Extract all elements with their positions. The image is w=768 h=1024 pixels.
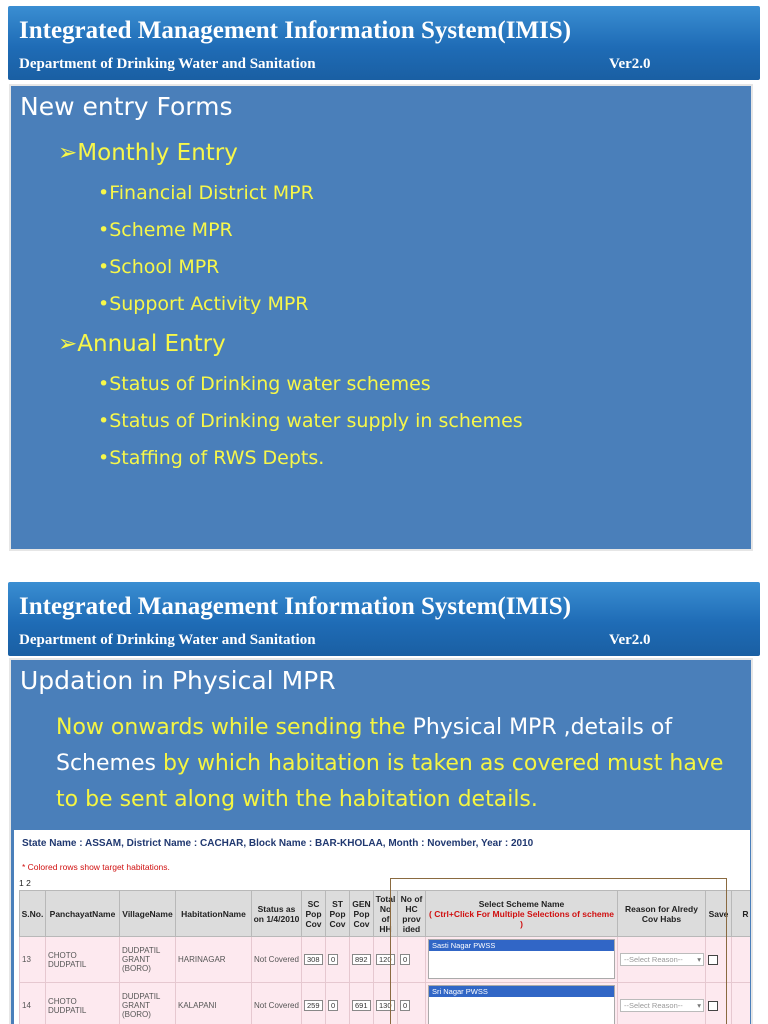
reason-select-value: --Select Reason-- xyxy=(624,1001,683,1010)
cell-gen-pop xyxy=(350,983,374,1024)
para-highlight: Physical MPR xyxy=(412,715,557,740)
cell-sc-pop xyxy=(302,937,326,983)
col-st-pop: ST Pop Cov xyxy=(326,891,350,937)
table-header-row xyxy=(20,891,751,937)
reason-select-value: --Select Reason-- xyxy=(624,955,683,964)
list-item: •Staffing of RWS Depts. xyxy=(98,447,325,469)
col-r: R xyxy=(732,891,751,937)
cell-hc xyxy=(398,937,426,983)
cell-save xyxy=(706,937,732,983)
chevron-down-icon: ▾ xyxy=(697,1001,701,1010)
table-row xyxy=(20,983,751,1024)
col-gen-pop: GEN Pop Cov xyxy=(350,891,374,937)
cell-status: Not Covered xyxy=(252,983,302,1024)
department-name: Department of Drinking Water and Sanitation xyxy=(19,56,316,72)
cell-hc xyxy=(398,983,426,1024)
cell-habitation: HARINAGAR xyxy=(176,937,252,983)
slide-title: New entry Forms xyxy=(20,92,233,121)
st-pop-input[interactable]: 0 xyxy=(328,954,338,965)
chevron-down-icon: ▾ xyxy=(697,955,701,964)
content-panel xyxy=(9,84,753,551)
page-links[interactable]: 1 2 xyxy=(19,878,31,888)
system-title: Integrated Management Information System(IMIS) xyxy=(19,593,572,620)
location-info: State Name : ASSAM, District Name : CACHAR, Block Name : BAR-KHOLAA, Month : November, Year : 2010 xyxy=(22,838,534,849)
version-label: Ver2.0 xyxy=(609,56,651,72)
content-panel xyxy=(9,658,753,1024)
col-save: Save xyxy=(706,891,732,937)
scheme-option-selected[interactable]: Sri Nagar PWSS xyxy=(429,986,614,997)
slide-physical-mpr xyxy=(0,576,768,1024)
instruction-paragraph xyxy=(56,710,751,818)
col-hc-provided: No of HC prov ided xyxy=(398,891,426,937)
col-sno: S.No. xyxy=(20,891,46,937)
para-text: by which habitation is taken as covered must have to be sent along with the habitation details. xyxy=(56,751,724,812)
slide-header xyxy=(8,582,760,656)
cell-village: DUDPATIL GRANT (BORO) xyxy=(120,983,176,1024)
cell-st-pop xyxy=(326,983,350,1024)
cell-sc-pop xyxy=(302,983,326,1024)
scheme-option-selected[interactable]: Sasti Nagar PWSS xyxy=(429,940,614,951)
col-select-scheme xyxy=(426,891,618,937)
reason-select[interactable] xyxy=(620,953,704,966)
cell-scheme xyxy=(426,937,618,983)
cell-gen-pop xyxy=(350,937,374,983)
para-highlight: ,details of xyxy=(556,715,673,740)
system-title: Integrated Management Information System(IMIS) xyxy=(19,17,572,44)
col-village: VillageName xyxy=(120,891,176,937)
sc-pop-input[interactable]: 308 xyxy=(304,954,323,965)
list-item: •Financial District MPR xyxy=(98,182,314,204)
st-pop-input[interactable]: 0 xyxy=(328,1000,338,1011)
list-item: •Scheme MPR xyxy=(98,219,233,241)
slide-header xyxy=(8,6,760,80)
list-item: •School MPR xyxy=(98,256,220,278)
list-item: •Status of Drinking water supply in schemes xyxy=(98,410,523,432)
table-row xyxy=(20,937,751,983)
department-name: Department of Drinking Water and Sanitation xyxy=(19,632,316,648)
save-checkbox[interactable] xyxy=(708,955,718,965)
cell-village: DUDPATIL GRANT (BORO) xyxy=(120,937,176,983)
save-checkbox[interactable] xyxy=(708,1001,718,1011)
form-screenshot xyxy=(14,830,750,1024)
list-item: •Status of Drinking water schemes xyxy=(98,373,431,395)
cell-total-hh xyxy=(374,937,398,983)
col-total-hh: Total No of HH xyxy=(374,891,398,937)
cell-habitation: KALAPANI xyxy=(176,983,252,1024)
scheme-col-hint: ( Ctrl+Click For Multiple Selections of scheme ) xyxy=(429,908,614,929)
annual-entry-heading: ➢Annual Entry xyxy=(58,331,226,357)
cell-sno: 13 xyxy=(20,937,46,983)
scheme-listbox[interactable] xyxy=(428,985,615,1024)
para-highlight: Schemes xyxy=(56,751,156,776)
reason-select[interactable] xyxy=(620,999,704,1012)
gen-pop-input[interactable]: 892 xyxy=(352,954,371,965)
cell-panchayat: CHOTO DUDPATIL xyxy=(46,983,120,1024)
scheme-listbox[interactable] xyxy=(428,939,615,979)
cell-panchayat: CHOTO DUDPATIL xyxy=(46,937,120,983)
col-panchayat: PanchayatName xyxy=(46,891,120,937)
colored-rows-note: * Colored rows show target habitations. xyxy=(22,862,170,872)
scheme-col-title: Select Scheme Name xyxy=(478,898,565,909)
col-status: Status as on 1/4/2010 xyxy=(252,891,302,937)
cell-reason xyxy=(618,983,706,1024)
cell-st-pop xyxy=(326,937,350,983)
cell-save xyxy=(706,983,732,1024)
cell-sno: 14 xyxy=(20,983,46,1024)
sc-pop-input[interactable]: 259 xyxy=(304,1000,323,1011)
hc-input[interactable]: 0 xyxy=(400,1000,410,1011)
cell-scheme xyxy=(426,983,618,1024)
gen-pop-input[interactable]: 691 xyxy=(352,1000,371,1011)
list-item: •Support Activity MPR xyxy=(98,293,309,315)
monthly-entry-heading: ➢Monthly Entry xyxy=(58,140,238,166)
col-reason: Reason for Alredy Cov Habs xyxy=(618,891,706,937)
cell-total-hh xyxy=(374,983,398,1024)
col-habitation: HabitationName xyxy=(176,891,252,937)
para-text: Now onwards while sending the xyxy=(56,715,413,740)
version-label: Ver2.0 xyxy=(609,632,651,648)
cell-r xyxy=(732,937,751,983)
total-hh-input[interactable]: 130 xyxy=(376,1000,395,1011)
total-hh-input[interactable]: 120 xyxy=(376,954,395,965)
cell-r xyxy=(732,983,751,1024)
col-sc-pop: SC Pop Cov xyxy=(302,891,326,937)
slide-title: Updation in Physical MPR xyxy=(20,666,336,695)
cell-status: Not Covered xyxy=(252,937,302,983)
habitation-table xyxy=(19,890,750,1024)
hc-input[interactable]: 0 xyxy=(400,954,410,965)
cell-reason xyxy=(618,937,706,983)
